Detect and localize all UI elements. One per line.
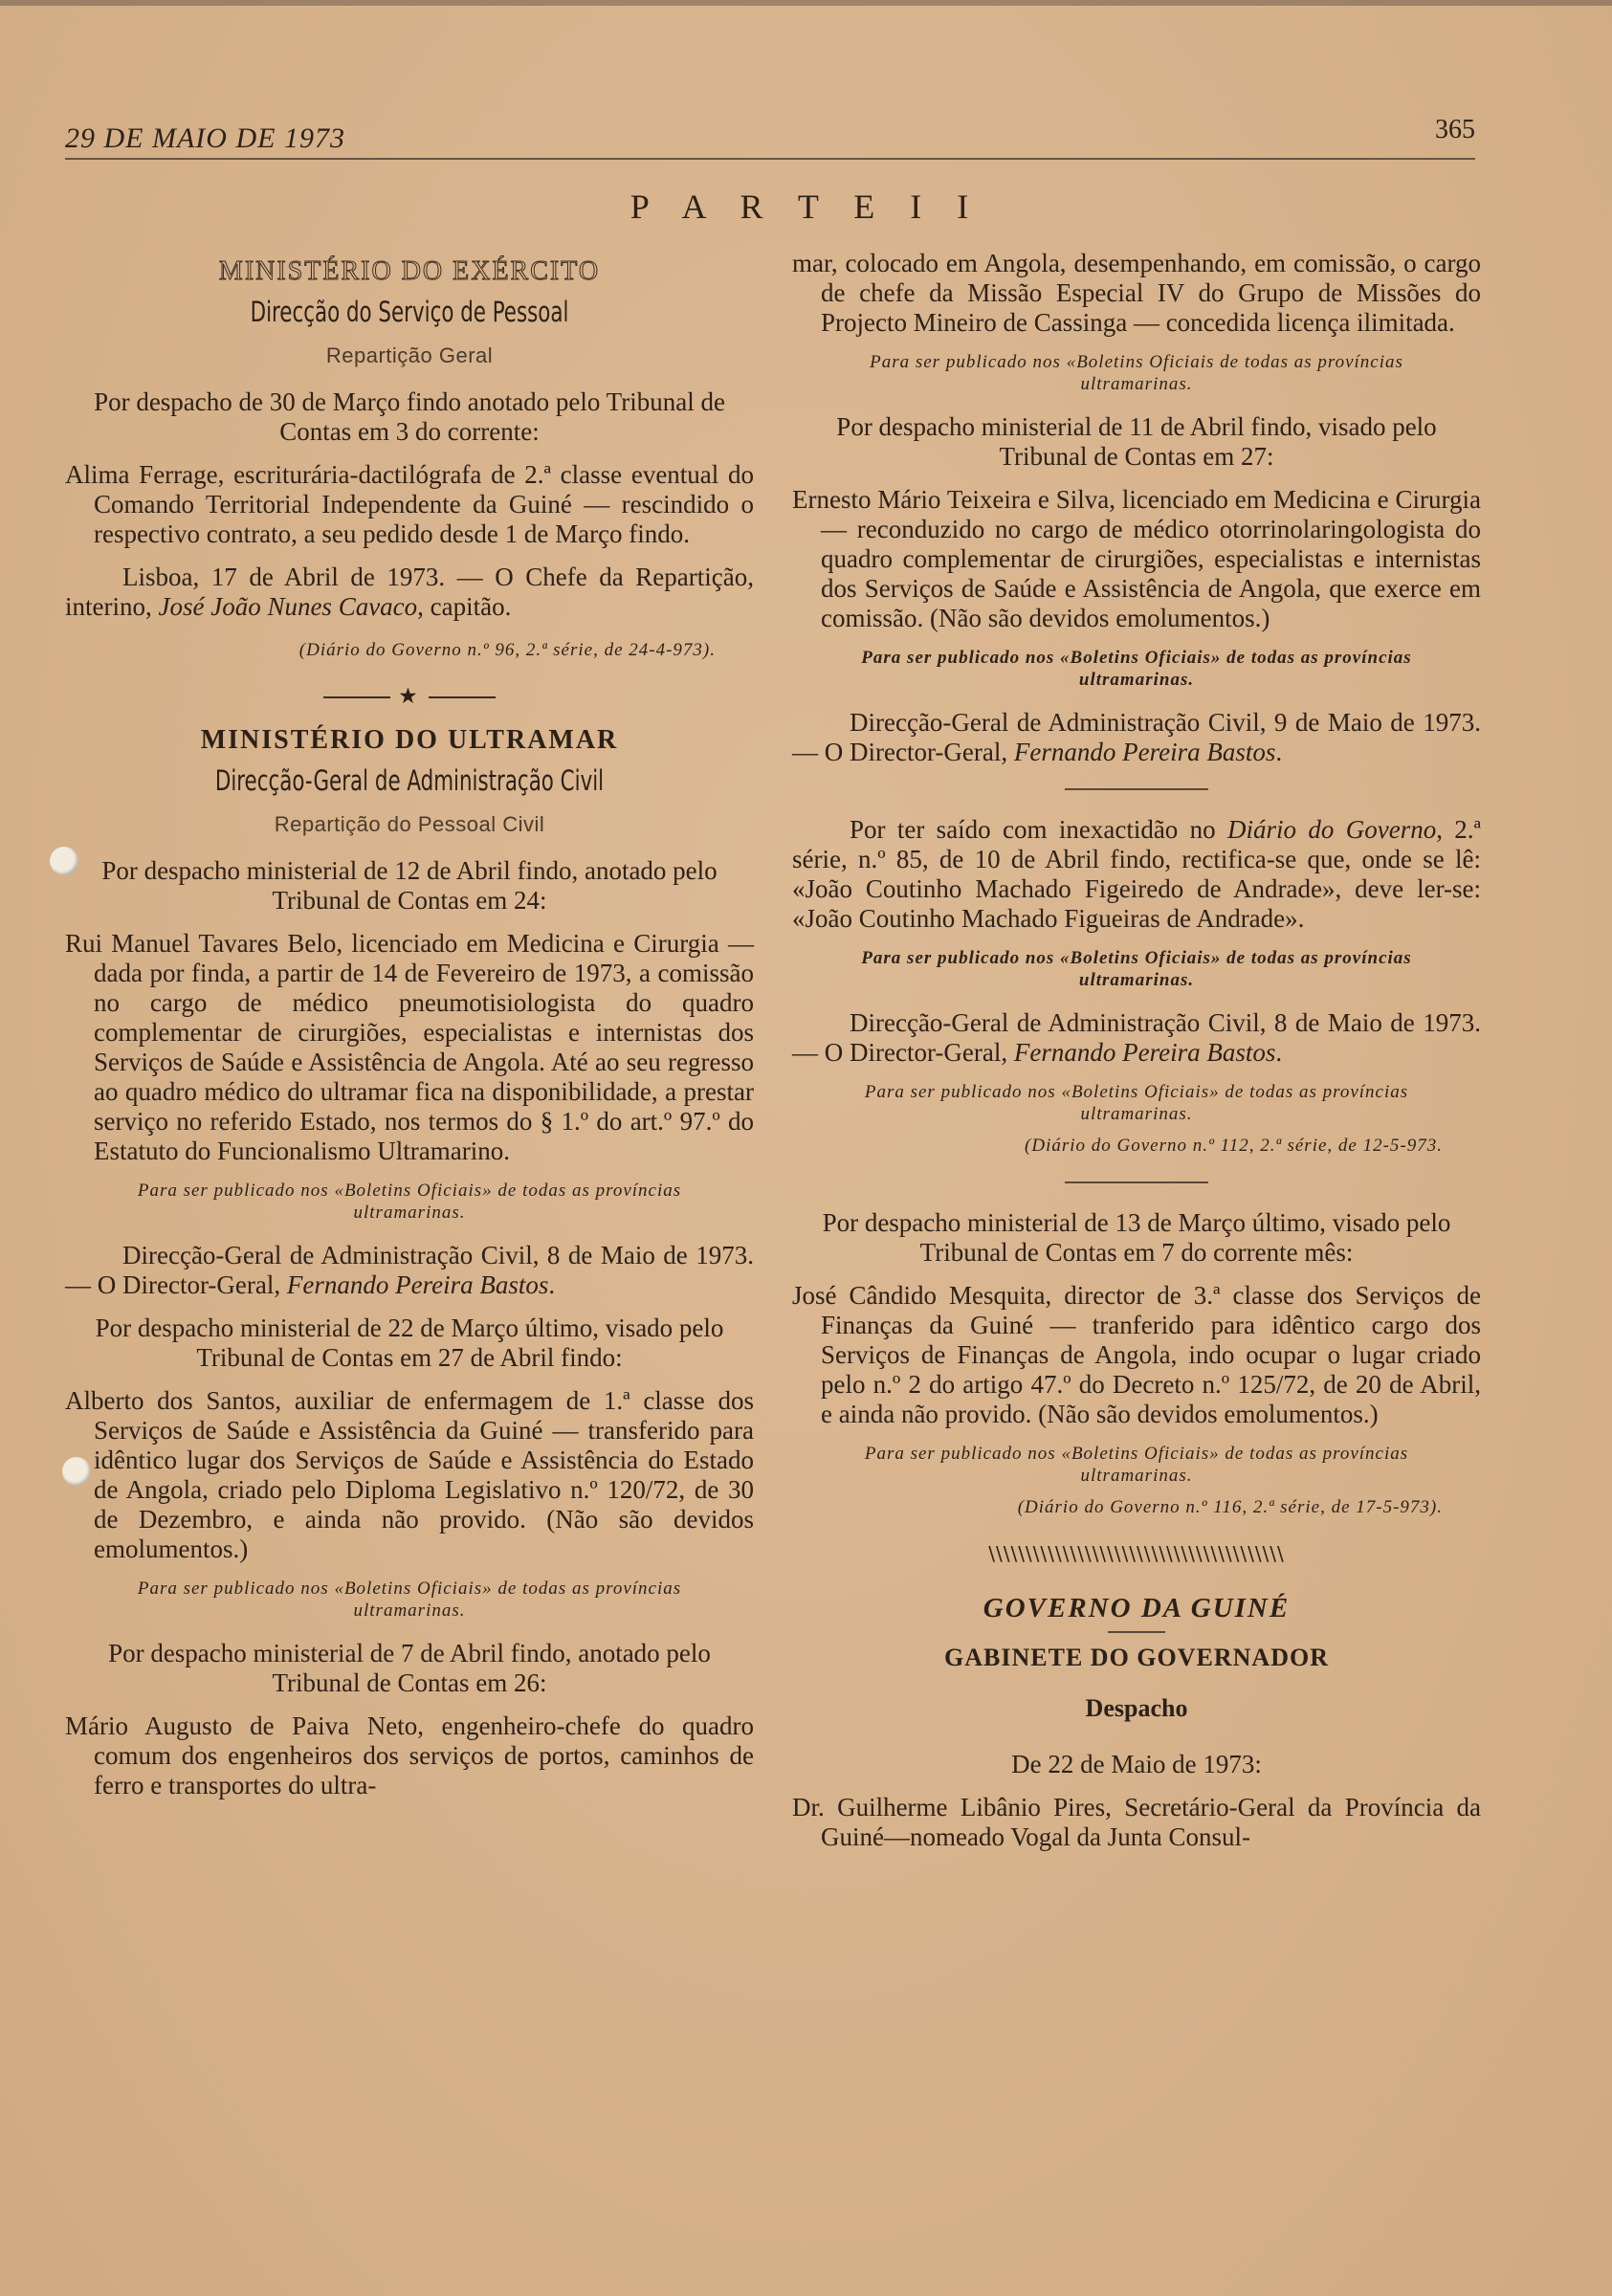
publication-note: Para ser publicado nos «Boletins Oficiais» de todas as províncias ultramarinas. bbox=[861, 948, 1412, 990]
publication-note: Para ser publicado nos «Boletins Oficiais» de todas as províncias ultramarinas. bbox=[137, 1578, 682, 1621]
dispatch-intro: Por despacho ministerial de 11 de Abril findo, visado pelo Tribunal de Contas em 27: bbox=[836, 412, 1437, 471]
dispatch-item-continued: mar, colocado em Angola, desempenhando, em comissão, o cargo de chefe da Missão Especial IV do Grupo de Missões do Projecto Mineiro de Cassinga — concedida licença ilimitada. bbox=[792, 249, 1481, 337]
cabinet-heading: GABINETE DO GOVERNADOR bbox=[944, 1644, 1329, 1671]
signature-text: Direcção-Geral de Administração Civil, 9 de Maio de 1973. — O Director-Geral, bbox=[792, 708, 1481, 766]
right-column bbox=[792, 249, 1481, 1866]
signature-text: Direcção-Geral de Administração Civil, 8 de Maio de 1973. — O Director-Geral, bbox=[65, 1241, 754, 1299]
decorative-border: \\\\\\\\\\\\\\\\\\\\\\\\\\\\\\\\\\\\\\\\ bbox=[988, 1542, 1285, 1565]
part-title: P A R T E I I bbox=[629, 188, 983, 226]
section-separator bbox=[65, 682, 754, 712]
publication-note: Para ser publicado nos «Boletins Oficiais de todas as províncias ultramarinas. bbox=[870, 352, 1403, 394]
heading-rule bbox=[1108, 1631, 1165, 1633]
publication-note: Para ser publicado nos «Boletins Oficiais» de todas as províncias ultramarinas. bbox=[864, 1082, 1409, 1124]
publication-note: Para ser publicado nos «Boletins Oficiais» de todas as províncias ultramarinas. bbox=[137, 1181, 682, 1223]
department-heading: Repartição Geral bbox=[325, 343, 494, 367]
signature-line bbox=[792, 1008, 1481, 1068]
section-rule bbox=[1065, 1181, 1208, 1183]
signature-line bbox=[65, 1241, 754, 1300]
government-heading: GOVERNO DA GUINÉ bbox=[983, 1593, 1291, 1623]
signatory-name: José João Nunes Cavaco bbox=[158, 592, 418, 621]
directorate-heading: Direcção do Serviço de Pessoal bbox=[250, 296, 569, 328]
section-rule bbox=[1065, 788, 1208, 790]
star-icon: ★ bbox=[399, 686, 420, 707]
publication-note: Para ser publicado nos «Boletins Oficiais» de todas as províncias ultramarinas. bbox=[864, 1444, 1409, 1486]
dispatch-intro: Por despacho ministerial de 12 de Abril findo, anotado pelo Tribunal de Contas em 24: bbox=[101, 856, 718, 915]
dispatch-intro: Por despacho de 30 de Março findo anotado pelo Tribunal de Contas em 3 do corrente: bbox=[94, 387, 725, 446]
header-rule bbox=[65, 158, 1475, 160]
signature-line bbox=[792, 708, 1481, 767]
ministry-heading: MINISTÉRIO DO ULTRAMAR bbox=[200, 725, 619, 755]
page-number: 365 bbox=[1435, 115, 1475, 144]
signatory-name: Fernando Pereira Bastos bbox=[286, 1270, 549, 1299]
header-date: 29 DE MAIO DE 1973 bbox=[65, 122, 345, 154]
dispatch-item: Ernesto Mário Teixeira e Silva, licenciado em Medicina e Cirurgia — reconduzido no cargo de médico otorrinolaringologista do quadro complementar de cirurgiões, especialistas e internistas dos Serviços de Saúde e Assistência de Angola, que exerce em comissão. (Não são devidos emolumentos.) bbox=[792, 485, 1481, 632]
dispatch-intro: Por despacho ministerial de 22 de Março último, visado pelo Tribunal de Contas em 27 de Abril findo: bbox=[95, 1314, 724, 1372]
separator-rule bbox=[323, 696, 390, 698]
source-citation: (Diário do Governo n.º 96, 2.ª série, de 24-4-973). bbox=[298, 640, 716, 660]
signature-line bbox=[65, 563, 754, 622]
dispatch-item: Alima Ferrage, escriturária-dactilógrafa de 2.ª classe eventual do Comando Territorial Independente da Guiné — rescindido o respectivo contrato, a seu pedido desde 1 de Março findo. bbox=[65, 460, 754, 548]
dispatch-item: Mário Augusto de Paiva Neto, engenheiro-chefe do quadro comum dos engenheiros dos serviços de portos, caminhos de ferro e transportes do ultra- bbox=[65, 1711, 754, 1799]
signature-text: . bbox=[1275, 738, 1283, 766]
rectification-text: Por ter saído com inexactidão no bbox=[850, 815, 1228, 844]
signature-text: , capitão. bbox=[417, 592, 512, 621]
rectification-text: , 2.ª série, n.º 85, de 10 de Abril findo, rectifica-se que, onde se lê: «João Coutinho Machado Figeiredo de Andrade», deve ler-se: «João Coutinho Machado Figueiras de Andrade». bbox=[792, 815, 1482, 933]
signature-text: Lisboa, 17 de Abril de 1973. — O Chefe da Repartição, interino, bbox=[65, 563, 754, 621]
source-citation: (Diário do Governo n.º 112, 2.ª série, de 12-5-973. bbox=[1025, 1136, 1443, 1156]
dispatch-date: De 22 de Maio de 1973: bbox=[1011, 1750, 1262, 1778]
ministry-heading: MINISTÉRIO DO EXÉRCITO bbox=[218, 256, 601, 286]
signature-text: . bbox=[548, 1270, 556, 1299]
directorate-heading: Direcção-Geral de Administração Civil bbox=[214, 764, 605, 797]
dispatch-intro: Por despacho ministerial de 13 de Março último, visado pelo Tribunal de Contas em 7 do corrente mês: bbox=[822, 1208, 1451, 1267]
signature-text: Direcção-Geral de Administração Civil, 8 de Maio de 1973. — O Director-Geral, bbox=[792, 1008, 1481, 1067]
rectification-paragraph bbox=[792, 815, 1481, 934]
publication-title: Diário do Governo bbox=[1227, 815, 1437, 844]
signatory-name: Fernando Pereira Bastos bbox=[1013, 738, 1276, 766]
dispatch-heading: Despacho bbox=[1085, 1694, 1188, 1722]
dispatch-item: Rui Manuel Tavares Belo, licenciado em Medicina e Cirurgia — dada por finda, a partir de 14 de Fevereiro de 1973, a comissão no cargo de médico pneumotisiologista do quadro complementar de cirurgiões, especialistas e internistas dos Serviços de Saúde e Assistência de Angola. Até ao seu regresso ao quadro médico do ultramar fica na disponibilidade, a prestar serviço no referido Estado, nos termos do § 1.º do art.º 97.º do Estatuto do Funcionalismo Ultramarino. bbox=[65, 929, 754, 1165]
publication-note: Para ser publicado nos «Boletins Oficiais» de todas as províncias ultramarinas. bbox=[861, 648, 1412, 690]
department-heading: Repartição do Pessoal Civil bbox=[274, 812, 545, 836]
signature-text: . bbox=[1275, 1038, 1283, 1067]
separator-rule bbox=[429, 696, 496, 698]
dispatch-item: Alberto dos Santos, auxiliar de enfermagem de 1.ª classe dos Serviços de Saúde e Assistência da Guiné — transferido para idêntico lugar dos Serviços de Saúde e Assistência do Estado de Angola, criado pelo Diploma Legislativo n.º 120/72, de 30 de Dezembro, e ainda não provido. (Não são devidos emolumentos.) bbox=[65, 1386, 754, 1563]
dispatch-intro: Por despacho ministerial de 7 de Abril findo, anotado pelo Tribunal de Contas em 26: bbox=[108, 1639, 711, 1697]
scan-edge bbox=[0, 0, 1612, 6]
source-citation: (Diário do Governo n.º 116, 2.ª série, de 17-5-973). bbox=[1017, 1497, 1443, 1517]
left-column bbox=[65, 249, 754, 1814]
dispatch-item: José Cândido Mesquita, director de 3.ª classe dos Serviços de Finanças da Guiné — tranferido para idêntico cargo dos Serviços de Finanças de Angola, indo ocupar o lugar criado pelo n.º 2 do artigo 47.º do Decreto n.º 125/72, de 20 de Abril, e ainda não provido. (Não são devidos emolumentos.) bbox=[792, 1281, 1481, 1428]
signatory-name: Fernando Pereira Bastos bbox=[1013, 1038, 1276, 1067]
dispatch-item: Dr. Guilherme Libânio Pires, Secretário-Geral da Província da Guiné—nomeado Vogal da Junta Consul- bbox=[792, 1793, 1481, 1851]
